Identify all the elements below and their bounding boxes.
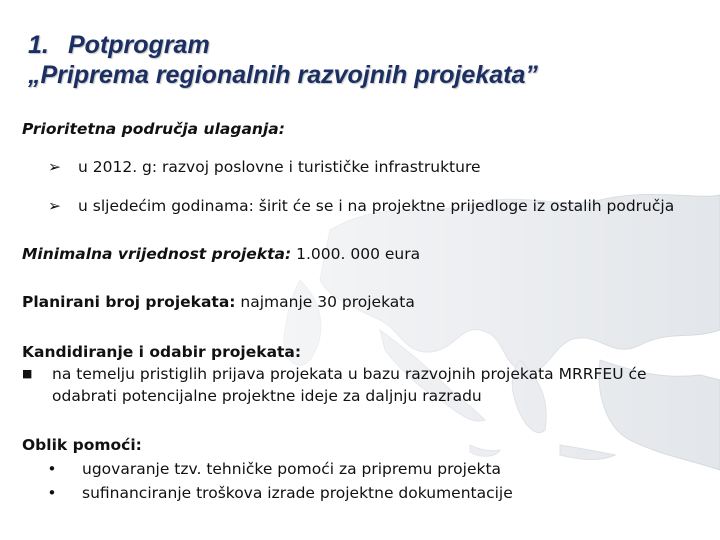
title-line-2: „Priprema regionalnih razvojnih projekata” [28, 61, 538, 89]
candidacy-heading: Kandidiranje i odabir projekata: [22, 343, 302, 361]
arrow-bullet-icon: ➢ [48, 158, 61, 176]
priority-item [48, 157, 481, 177]
assistance-item-text: ugovaranje tzv. tehničke pomoći za pripremu projekta [82, 460, 502, 478]
planned-label: Planirani broj projekata: [22, 293, 236, 311]
planned-line [22, 292, 415, 312]
candidacy-line-2: odabrati potencijalne projektne ideje za daljnju razradu [52, 387, 482, 405]
arrow-bullet-icon: ➢ [48, 197, 61, 215]
title-subprogram: Potprogram [68, 31, 210, 59]
min-value-amount: 1.000. 000 eura [296, 245, 421, 263]
assistance-item [22, 459, 501, 479]
planned-value: najmanje 30 projekata [240, 293, 415, 311]
dot-bullet-icon: • [47, 460, 57, 478]
priority-item-text: u sljedećim godinama: širit će se i na projektne prijedloge iz ostalih područja [78, 197, 675, 215]
candidacy-line-1: na temelju pristiglih prijava projekata u bazu razvojnih projekata MRRFEU će [52, 365, 647, 383]
title-number: 1. [28, 31, 49, 59]
assistance-item [22, 483, 513, 503]
min-value-label: Minimalna vrijednost projekta: [22, 245, 292, 263]
page-title [28, 30, 538, 90]
priority-item-text: u 2012. g: razvoj poslovne i turističke infrastrukture [78, 158, 481, 176]
square-bullet-icon: ■ [22, 367, 33, 380]
title-line-1 [28, 30, 538, 60]
min-value-line [22, 244, 420, 264]
dot-bullet-icon: • [47, 484, 57, 502]
assistance-heading: Oblik pomoći: [22, 436, 142, 454]
priority-heading: Prioritetna područja ulaganja: [22, 120, 285, 138]
priority-item [48, 196, 674, 216]
assistance-item-text: sufinanciranje troškova izrade projektne dokumentacije [82, 484, 513, 502]
candidacy-item [22, 364, 647, 384]
